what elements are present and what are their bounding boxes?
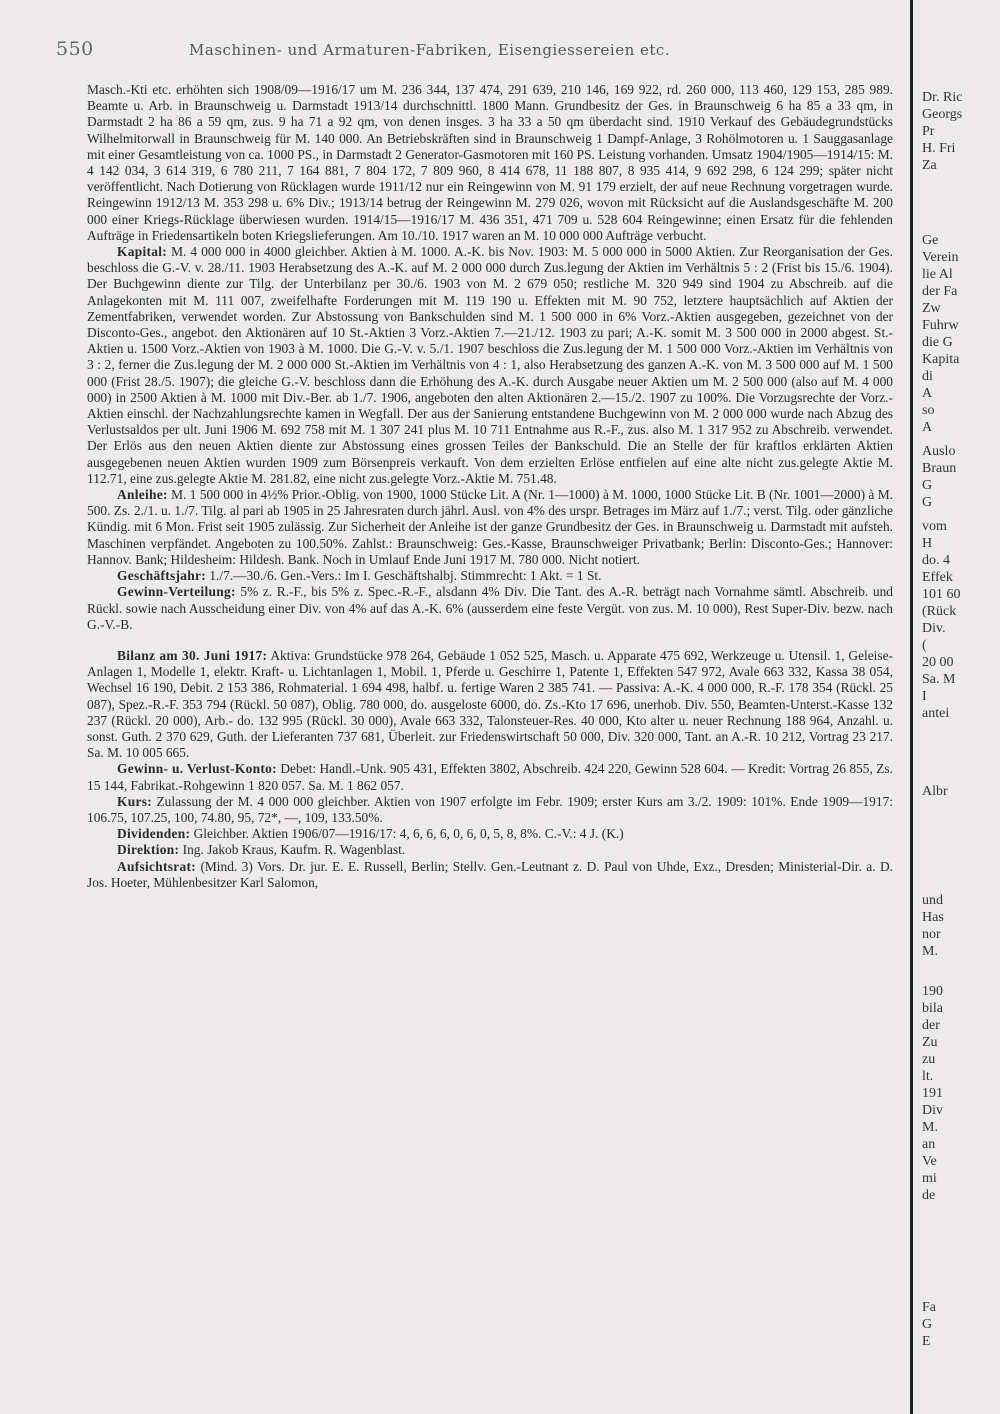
fragment-line: Albr (922, 784, 948, 799)
fragment-line: H (922, 536, 933, 551)
section-label-gewinn-verteilung: Gewinn-Verteilung: (117, 584, 236, 600)
paragraph-geschaeftsjahr (87, 568, 893, 584)
paragraph-direktion (87, 842, 893, 858)
section-label-kapital: Kapital: (117, 244, 168, 260)
fragment-line: Braun (922, 461, 957, 476)
paragraph-gewinn-verlust (87, 761, 893, 793)
fragment-line: zu (922, 1052, 936, 1067)
fragment-line: M. (922, 1120, 938, 1135)
section-label-geschaeftsjahr: Geschäftsjahr: (117, 568, 206, 584)
paragraph-kapital (87, 244, 893, 487)
paragraph-bilanz (87, 648, 893, 761)
fragment-line: vom (922, 519, 947, 534)
fragment-line: Has (922, 910, 944, 925)
fragment-line: lt. (922, 1069, 934, 1084)
fragment-line: 20 00 (922, 655, 954, 670)
fragment-line: Div (922, 1103, 943, 1118)
fragment-line: de (922, 1188, 936, 1203)
paragraph-aufsichtsrat (87, 859, 893, 891)
fragment-line: der Fa (922, 284, 958, 299)
section-label-aufsichtsrat: Aufsichtsrat: (117, 858, 197, 874)
column-divider (910, 0, 913, 1414)
fragment-line: Fa (922, 1300, 936, 1315)
fragment-line: Pr (922, 124, 935, 139)
fragment-line: Effek (922, 570, 953, 585)
paragraph-text: M. 1 500 000 in 4½% Prior.-Oblig. von 1900, 1000 Stücke Lit. A (Nr. 1—1000) à M. 1000, 1000 Stücke Lit. B (Nr. 1001—2000) à M. 500. Zs. 2./1. u. 1./7. Tilg. al pari ab 1905 in 25 Jahresraten durch jährl. Ausl. von 4% des urspr. Betrages im März auf 1./7.; verst. Tilg. oder gänzliche Kündig. mit 6 Mon. Frist seit 1905 zulässig. Zur Sicherheit der Anleihe ist der ganze Grundbesitz der Ges. in Braunschweig u. Darmstadt mit aufsteh. Maschinen verpfändet. Angeboten zu 100.50%. Zahlst.: Braunschweig: Ges.-Kasse, Braunschweiger Privatbank; Berlin: Disconto-Ges.; Hannover: Hannov. Bank; Hildesheim: Hildesh. Bank. Noch in Umlauf Ende Juni 1917 M. 780 000. Nicht notiert. (87, 487, 893, 567)
fragment-line: E (922, 1334, 931, 1349)
fragment-line: Dr. Ric (922, 90, 963, 105)
fragment-line: der (922, 1018, 940, 1033)
fragment-line: Verein (922, 250, 959, 265)
fragment-line: 190 (922, 984, 943, 999)
fragment-line: A (922, 386, 933, 401)
section-label-dividenden: Dividenden: (117, 826, 191, 842)
paragraph-text: M. 4 000 000 in 4000 gleichber. Aktien à M. 1000. A.-K. bis Nov. 1903: M. 5 000 000 in 5000 Aktien. Zur Reorganisation der Ges. beschloss die G.-V. v. 28./11. 1903 Herabsetzung des A.-K. auf M. 2 000 000 durch Zus.legung der Aktien im Verhältnis 5 : 2 (Frist bis 15./6. 1904). Der Buchgewinn diente zur Tilg. der Unterbilanz per 30./6. 1903 von M. 2 679 050; restliche M. 320 949 sind 1904 zu Abschreib. auf die Anlagekonten mit M. 111 007, zweifelhafte Forderungen mit M. 119 190 u. Effekten mit M. 90 752, letztere hauptsächlich auf Aktien der Zementfabriken, verwendet worden. Zur Abstossung von Bankschulden sind M. 1 500 000 in 6% Vorz.-Aktien ausgegeben, gezeichnet von der Disconto-Ges., angebot. den Aktionären auf 10 St.-Aktien 3 Vorz.-Aktien 7.—21./12. 1903 zu pari; A.-K. somit M. 3 500 000 in 2000 abgest. St.-Aktien u. 1500 Vorz.-Aktien von 1903 à M. 1000. Die G.-V. v. 5./1. 1907 beschloss die Zus.legung der M. 1 500 000 Vorz.-Aktien im Verhältnis von 3 : 2, ferner die Zus.legung der M. 2 000 000 St.-Aktien im Verhältnis von 4 : 1, also Herabsetzung des ganzen A.-K. von M. 3 500 000 auf M. 1 500 000 (Frist 28./5. 1907); die gleiche G.-V. beschloss dann die Erhöhung des A.-K. durch Ausgabe neuer Aktien um M. 2 500 000 (also auf M. 4 000 000) in 2500 Aktien à M. 1000 mit Div.-Ber. ab 1./7. 1906, angeboten den alten Aktionären 2.—15./2. 1907 zu 100%. Die Vorzugsrechte der Vorz.-Aktien einschl. der Nachzahlungsrechte kamen in Wegfall. Der aus der Sanierung entstandene Buchgewinn von M. 2 000 000 wurde nach Abzug des Verlustsaldos per ult. Juni 1906 M. 692 758 mit M. 1 307 241 plus M. 10 711 Entnahme aus R.-F., zus. also M. 1 317 952 zu Abschreib. verwendet. Der Erlös aus den neuen Aktien diente zur Abstossung eines grossen Teiles der Bankschuld. Die an Stelle der für kraftlos erklärten Aktien ausgegebenen neuen Aktien wurden 1909 zum Börsenpreis verkauft. Von dem erzielten Erlöse entfielen auf eine alte nicht zus.gelegte Aktie M. 112.71, eine zus.gelegte Aktie M. 281.82, eine nicht zus.gelegte Vorz.-Aktie M. 751.48. (87, 244, 893, 486)
fragment-line: G (922, 495, 933, 510)
paragraph-anleihe (87, 487, 893, 568)
fragment-line: Sa. M (922, 672, 956, 687)
fragment-line: 191 (922, 1086, 943, 1101)
fragment-line: die G (922, 335, 953, 350)
paragraph-text: 1./7.—30./6. Gen.-Vers.: Im I. Geschäftshalbj. Stimmrecht: 1 Akt. = 1 St. (209, 568, 602, 584)
paragraph-text: Zulassung der M. 4 000 000 gleichber. Aktien von 1907 erfolgte im Febr. 1909; erster Kurs am 3./2. 1909: 101%. Ende 1909—1917: 106.75, 107.25, 100, 74.80, 95, 72*, —, 109, 133.50%. (87, 793, 893, 825)
fragment-line: I (922, 689, 927, 704)
fragment-line: Zw (922, 301, 941, 316)
fragment-line: Georgs (922, 107, 963, 122)
fragment-line: an (922, 1137, 936, 1152)
fragment-line: und (922, 893, 943, 908)
fragment-line: Auslo (922, 444, 956, 459)
fragment-line: do. 4 (922, 553, 950, 568)
fragment-line: antei (922, 706, 950, 721)
paragraph-text: Gleichber. Aktien 1906/07—1916/17: 4, 6, 6, 6, 0, 6, 0, 5, 8, 8%. C.-V.: 4 J. (K.) (193, 826, 624, 842)
fragment-line: (Rück (922, 604, 957, 619)
paragraph-text: Aktiva: Grundstücke 978 264, Gebäude 1 052 525, Masch. u. Apparate 475 692, Werkzeuge u. Utensil. 1, Geleise-Anlagen 1, Modelle 1, elektr. Kraft- u. Lichtanlagen 1, Mobil. 1, Pferde u. Geschirre 1, Patente 1, Effekten 547 972, Avale 663 332, Kassa 38 054, Wechsel 16 190, Debit. 2 153 386, Rohmaterial. 1 694 498, halbf. u. fertige Waren 2 385 741. — Passiva: A.-K. 4 000 000, R.-F. 178 354 (Rückl. 25 087), Spez.-R.-F. 353 794 (Rückl. 50 087), Oblig. 780 000, do. ausgeloste 6000, do. Zs.-Kto 17 696, unerhob. Div. 550, Beamten-Unterst.-Kasse 132 237 (Rückl. 20 000), Arb.- do. 132 995 (Rückl. 30 000), Avale 663 332, Talonsteuer-Res. 40 000, Kto alter u. neuer Rechnung 188 964, Anzahl. u. sonst. Guth. 2 370 629, Guth. der Lieferanten 737 681, Überleit. zur Friedenswirtschaft 50 000, Div. 320 000, Tant. an A.-R. 10 212, Vortrag 23 217. Sa. M. 10 005 665. (87, 647, 894, 761)
paragraph-kurs (87, 794, 893, 826)
paragraph-text: Debet: Handl.-Unk. 905 431, Effekten 3802, Abschreib. 424 220, Gewinn 528 604. — Kredit: Vortrag 26 855, Zs. 15 144, Fabrikat.-Rohgewinn 1 820 057. Sa. M. 1 862 057. (87, 761, 893, 793)
fragment-line: H. Fri (922, 141, 956, 156)
running-title: Maschinen- und Armaturen-Fabriken, Eisengiessereien etc. (189, 41, 671, 59)
fragment-line: Kapita (922, 352, 960, 367)
fragment-line: Div. (922, 621, 946, 636)
section-label-bilanz: Bilanz am 30. Juni 1917: (117, 647, 268, 663)
fragment-line: bila (922, 1001, 943, 1016)
paragraph-intro (87, 82, 893, 244)
paragraph-text: Masch.-Kti etc. erhöhten sich 1908/09—1916/17 um M. 236 344, 137 474, 291 639, 210 146, 169 922, rd. 260 000, 113 460, 129 153, 285 989. Beamte u. Arb. in Braunschweig u. Darmstadt 1913/14 durchschnittl. 1800 Mann. Grundbesitz der Ges. in Braunschweig 6 ha 85 a 33 qm, in Darmstadt 2 ha 86 a 59 qm, zus. 9 ha 71 a 92 qm, von denen insges. 3 ha 33 a 50 qm überdacht sind. 1910 Verkauf des Gebäudegrundstücks Wilhelmitorwall in Braunschweig für M. 140 000. An Betriebskräften sind in Braunschweig 1 Dampf-Anlage, 3 Rohölmotoren u. 1 Sauggasanlage mit einer Gesamtleistung von ca. 1000 PS., in Darmstadt 2 Generator-Gasmotoren mit 160 PS. Leistung vorhanden. Umsatz 1904/1905—1914/15: M. 4 142 034, 3 614 319, 6 780 211, 7 164 881, 7 804 172, 7 809 960, 8 414 678, 11 188 807, 8 935 414, 9 692 298, 6 124 299; später nicht veröffentlicht. Nach Dotierung von Rücklagen wurde 1911/12 nur ein Reingewinn von M. 91 179 erzielt, der auf neue Rechnung vorgetragen wurde. Reingewinn 1912/13 M. 353 298 u. 6% Div.; 1913/14 betrug der Reingewinn M. 279 026, wovon mit Rücksicht auf die Auslandsgeschäfte M. 200 000 einer Kriegs-Rücklage überwiesen wurden. 1914/15—1916/17 M. 436 351, 471 709 u. 528 604 Reingewinne; einen Ersatz für die fehlenden Aufträge in Friedensartikeln boten Kriegslieferungen. Am 10./10. 1917 waren an M. 10 000 000 Aufträge verbucht. (87, 82, 893, 243)
fragment-line: Za (922, 158, 937, 173)
fragment-line: A (922, 420, 933, 435)
fragment-line: G (922, 1317, 933, 1332)
paragraph-gewinn-verteilung (87, 584, 893, 633)
fragment-line: Zu (922, 1035, 938, 1050)
fragment-line: 101 60 (922, 587, 961, 602)
fragment-line: M. (922, 944, 938, 959)
fragment-line: mi (922, 1171, 937, 1186)
fragment-line: G (922, 478, 933, 493)
fragment-line: so (922, 403, 935, 418)
running-header (56, 38, 906, 60)
paragraph-text: (Mind. 3) Vors. Dr. jur. E. E. Russell, Berlin; Stellv. Gen.-Leutnant z. D. Paul von Uhde, Exz., Dresden; Ministerial-Dir. a. D. Jos. Hoeter, Mühlenbesitzer Karl Salomon, (87, 858, 893, 890)
section-label-anleihe: Anleihe: (117, 487, 168, 503)
paragraph-text: Ing. Jakob Kraus, Kaufm. R. Wagenblast. (182, 842, 406, 858)
fragment-line: lie Al (922, 267, 953, 282)
section-label-gewinn-verlust: Gewinn- u. Verlust-Konto: (117, 761, 277, 777)
fragment-line: ( (922, 638, 927, 653)
fragment-line: di (922, 369, 933, 384)
section-label-direktion: Direktion: (117, 842, 180, 858)
adjacent-page-fragment (922, 0, 1000, 1414)
section-label-kurs: Kurs: (117, 793, 152, 809)
page-number: 550 (56, 38, 94, 60)
fragment-line: Ve (922, 1154, 937, 1169)
main-text-column (87, 82, 893, 891)
paragraph-text: 5% z. R.-F., bis 5% z. Spec.-R.-F., alsdann 4% Div. Die Tant. des A.-R. beträgt nach Vornahme sämtl. Abschreib. und Rückl. sowie nach Ausscheidung einer Div. von 4% auf das A.-K. 6% (ausserdem eine feste Vergüt. von zus. M. 10 000), Rest Super-Div. bezw. nach G.-V.-B. (87, 584, 893, 632)
fragment-line: Fuhrw (922, 318, 959, 333)
paragraph-dividenden (87, 826, 893, 842)
fragment-line: Ge (922, 233, 939, 248)
fragment-line: nor (922, 927, 941, 942)
